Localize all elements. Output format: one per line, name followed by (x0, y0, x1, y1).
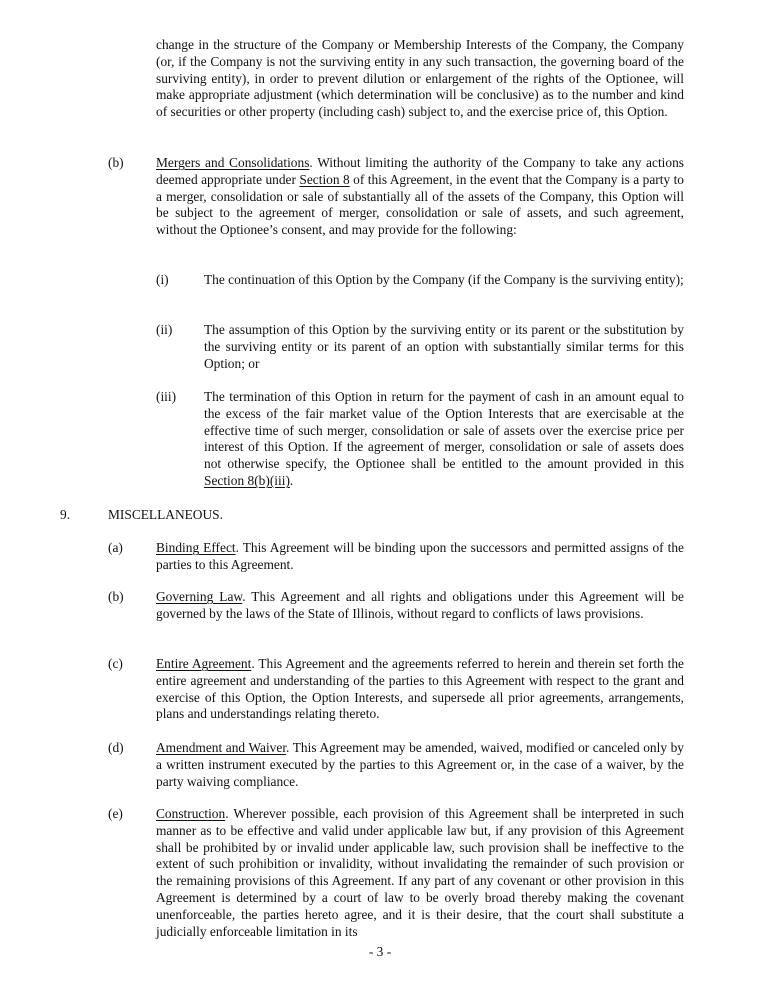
clause-9e-text: . Wherever possible, each provision of this Agreement shall be interpreted in such manner as to be effective and valid under applicable law but, if any provision of this Agreement shall be prohibited by or invalid under applicable law, such provision shall be ineffective to the extent of such prohibition or invalidity, without invalidating the remainder of such provision or the remaining provisions of this Agreement. If any part of any covenant or other provision in this Agreement is determined by a court of law to be overly broad thereby making the covenant unenforceable, the parties hereto agree, and it is their desire, that the court shall substitute a judicially enforceable limitation in its (156, 806, 684, 939)
clause-9d-text: . This Agreement may be amended, waived, modified or canceled only by a written instrument executed by the parties to this Agreement or, in the case of a waiver, by the party waiving compliance. (156, 740, 684, 789)
subclause-i-text: The continuation of this Option by the Company (if the Company is the surviving entity); (204, 272, 684, 287)
continuation-paragraph (156, 37, 684, 121)
clause-9d-heading: Amendment and Waiver (156, 740, 287, 755)
clause-9b-text: . This Agreement and all rights and obligations under this Agreement will be governed by the laws of the State of Illinois, without regard to conflicts of laws provisions. (156, 589, 684, 621)
subclause-i-label: (i) (156, 272, 169, 287)
clause-9c-heading: Entire Agreement (156, 656, 252, 671)
clause-9d-label: (d) (108, 740, 124, 755)
clause-9a-paragraph (156, 540, 684, 574)
clause-9b-heading: Governing Law (156, 589, 243, 604)
clause-9e-paragraph (156, 806, 684, 940)
clause-9e-label: (e) (108, 806, 123, 821)
subclause-iii-paragraph (204, 389, 684, 490)
clause-9a-heading: Binding Effect (156, 540, 236, 555)
clause-9b-paragraph (156, 589, 684, 623)
subclause-iii-tail: . (289, 472, 294, 488)
subclause-ii-text: The assumption of this Option by the surviving entity or its parent or the substitution by the surviving entity or its parent of an option with substantially similar terms for this Option; or (204, 322, 684, 371)
clause-8b-heading: Mergers and Consolidations (156, 155, 310, 170)
clause-9b-label: (b) (108, 589, 124, 604)
clause-9d-paragraph (156, 740, 684, 790)
page-number: - 3 - (368, 944, 392, 959)
clause-8b-paragraph (156, 155, 684, 239)
subclause-iii-label: (iii) (156, 389, 177, 404)
subclause-iii-text: The termination of this Option in return for the payment of cash in an amount equal to the excess of the fair market value of the Option Interests that are exercisable at the effective time of such merger, consolidation or sale of assets over the exercise price per interest of this Option. If the agreement of merger, consolidation or sale of assets does not otherwise specify, the Optionee shall be entitled to the amount provided in this (204, 389, 684, 472)
clause-8b-label: (b) (108, 155, 124, 170)
cross-reference-section-8[interactable]: Section 8 (299, 171, 350, 187)
subclause-ii-label: (ii) (156, 322, 173, 337)
subclause-ii-paragraph (204, 322, 684, 372)
clause-9a-label: (a) (108, 540, 123, 555)
continuation-text: change in the structure of the Company or Membership Interests of the Company, the Company (or, if the Company is not the surviving entity in any such transaction, the governing board of the surviving entity), in order to prevent dilution or enlargement of the rights of the Optionee, will make appropriate adjustment (which determination will be conclusive) as to the number and kind of securities or other property (including cash) subject to, and the exercise price of, this Option. (156, 37, 684, 120)
cross-reference-section-8biii[interactable]: Section 8(b)(iii) (204, 472, 290, 488)
clause-9c-label: (c) (108, 656, 123, 671)
clause-9c-paragraph (156, 656, 684, 723)
section-9-number: 9. (60, 507, 71, 522)
section-9-title: MISCELLANEOUS. (108, 507, 223, 522)
clause-8b-text-after-ref: of this Agreement, in the event that the Company is a party to a merger, consolidation or sale of substantially all of the assets of the Company, this Option will be subject to the agreement of merger, consolidation or sale of assets, and such agreement, without the Optionee’s consent, and may provide for the following: (156, 171, 685, 238)
subclause-i-paragraph (204, 272, 684, 289)
clause-9e-heading: Construction (156, 806, 226, 821)
clause-9c-text: . This Agreement and the agreements referred to herein and therein set forth the entire agreement and understanding of the parties to this Agreement with respect to the grant and exercise of this Option, the Option Interests, and supersede all prior agreements, arrangements, plans and understandings relating thereto. (156, 656, 684, 722)
clause-8b-text-before-ref: . Without limiting the authority of the Company to take any actions deemed appropriate under (156, 155, 684, 187)
clause-9a-text: . This Agreement will be binding upon the successors and permitted assigns of the parties to this Agreement. (156, 540, 684, 572)
